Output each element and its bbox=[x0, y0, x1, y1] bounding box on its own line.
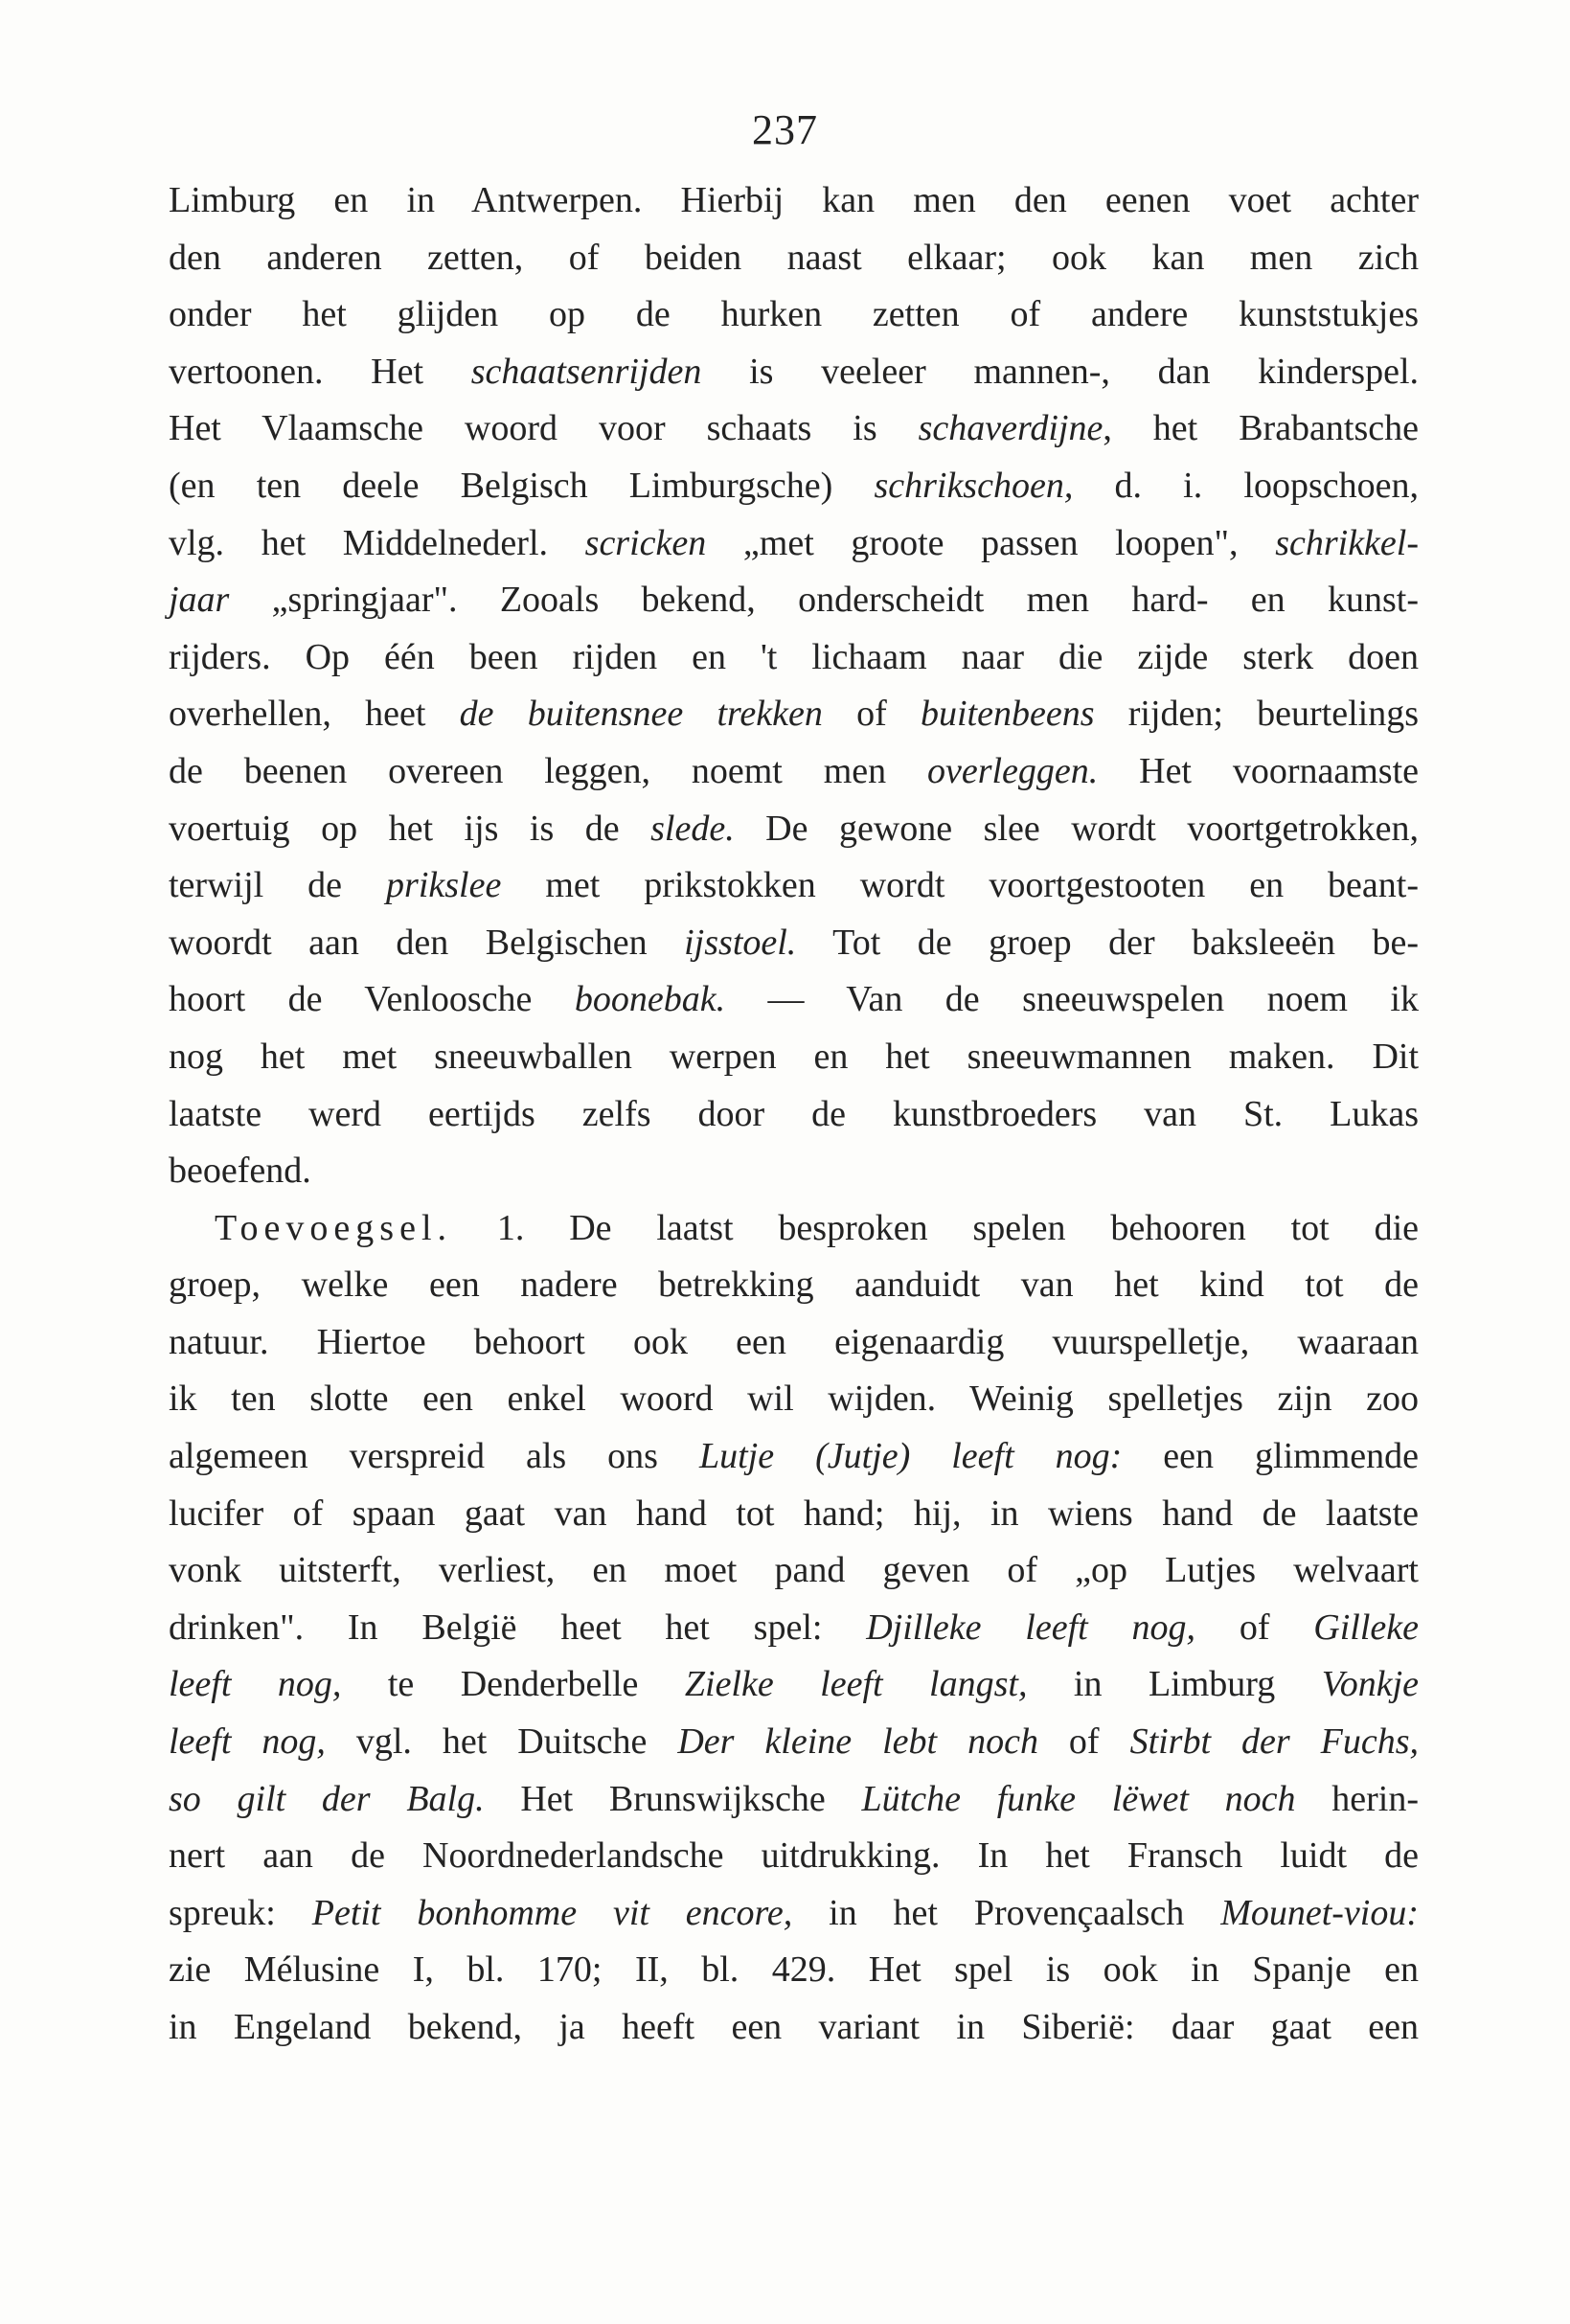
text-run: vgl. het Duitsche bbox=[325, 1721, 678, 1763]
text-line bbox=[169, 801, 1419, 858]
text-run: Het Vlaamsche woord voor schaats is bbox=[169, 408, 919, 449]
text-line bbox=[169, 1999, 1419, 2057]
italic-term: schaatsenrijden bbox=[470, 351, 702, 392]
italic-term: schaverdijne bbox=[918, 408, 1104, 449]
italic-term: Djilleke leeft nog, bbox=[866, 1606, 1196, 1648]
italic-term: so gilt der Balg. bbox=[169, 1778, 485, 1819]
text-line bbox=[169, 857, 1419, 915]
text-run: Limburg en in Antwerpen. Hierbij kan men den eenen voet achter bbox=[169, 180, 1419, 220]
page-number: 237 bbox=[752, 106, 818, 153]
text-run: (en ten deele Belgisch Limburgsche) bbox=[169, 465, 875, 506]
text-run: de beenen overeen leggen, noemt men bbox=[169, 750, 927, 791]
text-run: een glimmende bbox=[1122, 1436, 1419, 1477]
text-run: 1. De laatst besproken spelen behooren tot die bbox=[452, 1207, 1419, 1248]
text-run: te Denderbelle bbox=[341, 1664, 685, 1705]
text-line bbox=[169, 1486, 1419, 1543]
text-run: is veeleer mannen-, dan kinderspel. bbox=[701, 351, 1419, 392]
italic-term: overleggen. bbox=[926, 750, 1099, 791]
text-run: drinken". In België heet het spel: bbox=[169, 1606, 867, 1648]
text-run: onder het glijden op de hurken zetten of andere kunststukjes bbox=[169, 294, 1419, 335]
italic-term: schrikkel- bbox=[1275, 522, 1419, 563]
text-line bbox=[169, 172, 1419, 230]
text-line bbox=[169, 1542, 1419, 1600]
text-line bbox=[169, 572, 1419, 629]
italic-term: ijsstoel. bbox=[684, 922, 797, 963]
text-run: of bbox=[1037, 1721, 1130, 1763]
text-line bbox=[169, 1314, 1419, 1372]
text-line bbox=[169, 1257, 1419, 1314]
text-run: herin- bbox=[1295, 1778, 1419, 1819]
italic-term: Der kleine lebt noch bbox=[677, 1721, 1038, 1763]
text-line bbox=[169, 1942, 1419, 1999]
text-line bbox=[169, 1029, 1419, 1086]
text-line bbox=[169, 1200, 1419, 1258]
text-line bbox=[169, 286, 1419, 344]
text-run: groep, welke een nadere betrekking aanduidt van het kind tot de bbox=[169, 1265, 1419, 1306]
text-run: rijders. Op één been rijden en 't lichaam naar die zijde sterk doen bbox=[169, 636, 1419, 677]
italic-term: Lutje (Jutje) leeft nog: bbox=[698, 1436, 1123, 1477]
italic-term: de buitensnee trekken bbox=[459, 694, 823, 735]
text-line bbox=[169, 230, 1419, 287]
text-run: hoort de Venloosche bbox=[169, 979, 575, 1020]
text-line bbox=[169, 1371, 1419, 1428]
section-heading: Toevoegsel. bbox=[215, 1207, 453, 1248]
text-run: Het Brunswijksche bbox=[484, 1778, 862, 1819]
text-line bbox=[169, 686, 1419, 743]
text-run: zie Mélusine I, bl. 170; II, bl. 429. Het spel is ook in Spanje en bbox=[169, 1949, 1419, 1991]
text-run: natuur. Hiertoe behoort ook een eigenaardig vuurspelletje, waaraan bbox=[169, 1321, 1419, 1362]
text-run: woordt aan den Belgischen bbox=[169, 922, 685, 963]
text-line bbox=[169, 1656, 1419, 1714]
body-text bbox=[169, 172, 1419, 2057]
text-line bbox=[169, 400, 1419, 458]
text-line bbox=[169, 971, 1419, 1029]
text-run: vonk uitsterft, verliest, en moet pand geven of „op Lutjes welvaart bbox=[169, 1550, 1419, 1591]
text-run: ik ten slotte een enkel woord wil wijden. Weinig spelletjes zijn zoo bbox=[169, 1378, 1419, 1420]
text-line bbox=[169, 515, 1419, 573]
text-run: algemeen verspreid als ons bbox=[169, 1436, 699, 1477]
italic-term: Lütche funke lëwet noch bbox=[861, 1778, 1296, 1819]
italic-term: Vonkje bbox=[1321, 1664, 1420, 1705]
text-run: in Limburg bbox=[1027, 1664, 1322, 1705]
text-line bbox=[169, 629, 1419, 687]
text-run: vertoonen. Het bbox=[169, 351, 471, 392]
text-run: terwijl de bbox=[169, 865, 387, 906]
italic-term: Gilleke bbox=[1313, 1606, 1419, 1648]
text-line bbox=[169, 1600, 1419, 1657]
text-run: in het Provençaalsch bbox=[792, 1892, 1221, 1933]
text-run: beoefend. bbox=[169, 1151, 311, 1192]
italic-term: slede. bbox=[650, 808, 735, 849]
text-run: spreuk: bbox=[169, 1892, 312, 1933]
text-line bbox=[169, 1428, 1419, 1486]
text-line bbox=[169, 1714, 1419, 1771]
italic-term: jaar bbox=[169, 580, 230, 621]
text-run: voertuig op het ijs is de bbox=[169, 808, 651, 849]
text-run: rijden; beurtelings bbox=[1094, 694, 1419, 735]
text-line bbox=[169, 1828, 1419, 1885]
text-run: nog het met sneeuwballen werpen en het sneeuwmannen maken. Dit bbox=[169, 1036, 1419, 1077]
text-line bbox=[169, 344, 1419, 401]
italic-term: leeft nog, bbox=[169, 1664, 342, 1705]
text-run: d. i. loopschoen, bbox=[1073, 465, 1419, 506]
italic-term: prikslee bbox=[386, 865, 502, 906]
text-run: nert aan de Noordnederlandsche uitdrukking. In het Fransch luidt de bbox=[169, 1835, 1419, 1877]
text-run: met prikstokken wordt voortgestooten en beant- bbox=[501, 865, 1420, 906]
text-run: of bbox=[822, 694, 921, 735]
text-line bbox=[169, 1086, 1419, 1144]
text-line bbox=[169, 1885, 1419, 1943]
text-run: — Van de sneeuwspelen noem ik bbox=[725, 979, 1419, 1020]
italic-term: scricken bbox=[584, 522, 707, 563]
text-run: , het Brabantsche bbox=[1103, 408, 1419, 449]
text-line bbox=[169, 1771, 1419, 1829]
italic-term: schrikschoen, bbox=[874, 465, 1074, 506]
text-run: in Engeland bekend, ja heeft een variant in Siberië: daar gaat een bbox=[169, 2007, 1419, 2047]
italic-term: leeft nog, bbox=[169, 1721, 326, 1763]
text-run: vlg. het Middelnederl. bbox=[169, 522, 585, 563]
text-line bbox=[169, 1143, 1419, 1200]
italic-term: Zielke leeft langst, bbox=[684, 1664, 1028, 1705]
text-run: „met groote passen loopen", bbox=[706, 522, 1276, 563]
text-run: laatste werd eertijds zelfs door de kunstbroeders van St. Lukas bbox=[169, 1093, 1419, 1134]
italic-term: Mounet-viou: bbox=[1220, 1892, 1419, 1933]
text-run: den anderen zetten, of beiden naast elkaar; ook kan men zich bbox=[169, 237, 1419, 278]
text-line bbox=[169, 915, 1419, 972]
italic-term: Petit bonhomme vit encore, bbox=[311, 1892, 793, 1933]
italic-term: boonebak. bbox=[574, 979, 726, 1020]
text-run: overhellen, heet bbox=[169, 694, 460, 735]
text-line bbox=[169, 743, 1419, 801]
text-line bbox=[169, 458, 1419, 515]
text-run: Tot de groep der baksleeën be- bbox=[796, 922, 1419, 963]
italic-term: buitenbeens bbox=[920, 694, 1095, 735]
text-run: De gewone slee wordt voortgetrokken, bbox=[734, 808, 1419, 849]
text-run: Het voornaamste bbox=[1098, 750, 1419, 791]
text-run: „springjaar". Zooals bekend, onderscheidt men hard- en kunst- bbox=[229, 580, 1419, 621]
text-run: lucifer of spaan gaat van hand tot hand; hij, in wiens hand de laatste bbox=[169, 1492, 1419, 1534]
text-run: of bbox=[1195, 1606, 1314, 1648]
italic-term: Stirbt der Fuchs, bbox=[1129, 1721, 1419, 1763]
